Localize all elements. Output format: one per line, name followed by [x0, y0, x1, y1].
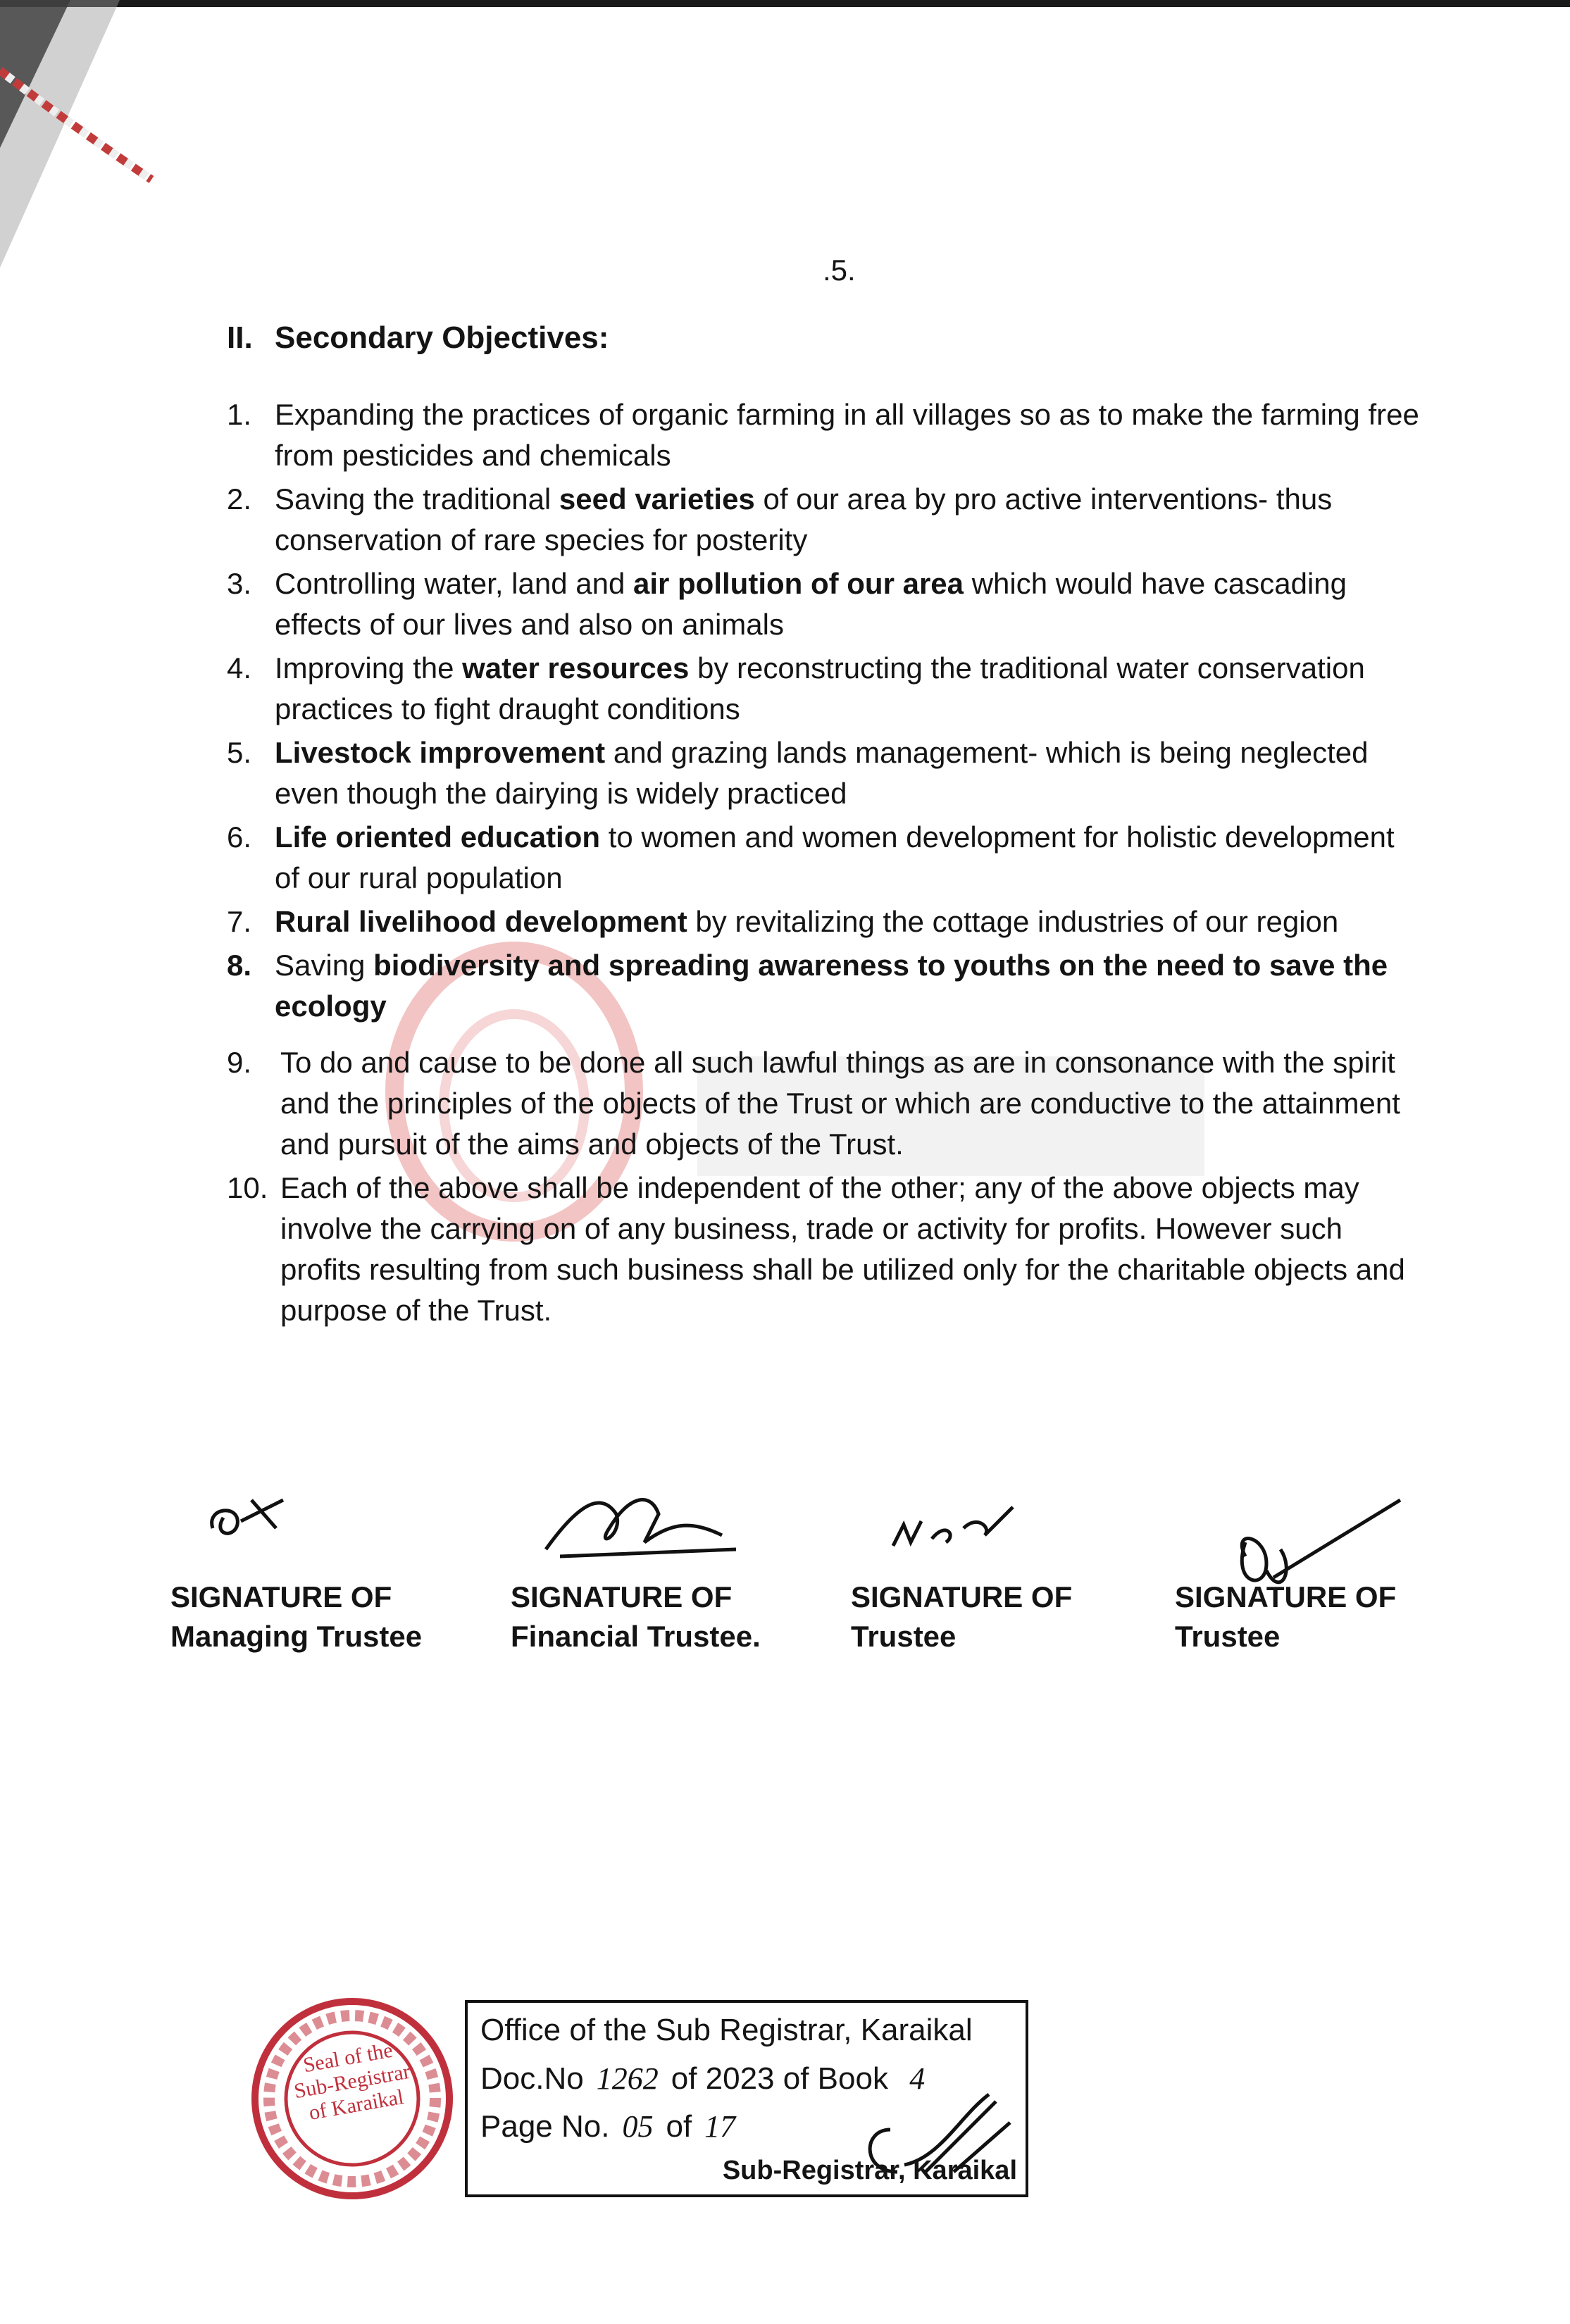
page-top-edge	[0, 0, 1570, 7]
registration-office: Office of the Sub Registrar, Karaikal	[480, 2013, 973, 2047]
section-numeral: II.	[227, 320, 253, 355]
signature-block-managing-trustee: SIGNATURE OF Managing Trustee	[170, 1578, 422, 1656]
signature-block-trustee-2: SIGNATURE OF Trustee	[1175, 1578, 1396, 1656]
objective-1: 1. Expanding the practices of organic farming in all villages so as to make the farming free from pesticides and chemicals	[227, 398, 1419, 472]
objective-9: 9. To do and cause to be done all such lawful things as are in consonance with the spirit and the principles of the objects of the Trust or which are conductive to the attainment and pursuit of the aims and objects of the Trust.	[227, 1046, 1400, 1161]
objective-7: 7. Rural livelihood development by revitalizing the cottage industries of our region	[227, 905, 1339, 938]
handwritten-signature-icon	[1203, 1486, 1414, 1613]
registration-page-line: Page No. 05 of 17	[480, 2109, 736, 2144]
binding-thread-decoration	[0, 0, 183, 296]
signature-block-trustee-1: SIGNATURE OF Trustee	[851, 1578, 1072, 1656]
objectives-list	[227, 394, 1424, 1334]
handwritten-signature-icon	[539, 1486, 750, 1563]
handwritten-signature-icon	[199, 1486, 325, 1549]
section-title: Secondary Objectives:	[275, 320, 609, 355]
page-number: .5.	[823, 254, 856, 287]
registration-book-number: 4	[909, 2061, 926, 2096]
registration-doc-line: Doc.No 1262 of 2023 of Book 4	[480, 2061, 926, 2096]
objective-6: 6. Life oriented education to women and women development for holistic development of our rural population	[227, 820, 1395, 894]
signature-block-financial-trustee: SIGNATURE OF Financial Trustee.	[511, 1578, 761, 1656]
objective-4: 4. Improving the water resources by reconstructing the traditional water conservation practices to fight draught conditions	[227, 651, 1365, 725]
objective-2: 2. Saving the traditional seed varieties of our area by pro active interventions- thus conservation of rare species for posterity	[227, 482, 1333, 556]
seal-text: Seal of the Sub-Registrar of Karaikal	[292, 2038, 412, 2125]
registration-doc-number: 1262	[596, 2061, 659, 2096]
registration-stamp	[465, 2000, 1028, 2197]
handwritten-signature-icon	[879, 1486, 1034, 1563]
section-heading	[227, 320, 609, 356]
objective-8: 8. Saving biodiversity and spreading awareness to youths on the need to save the ecology	[227, 949, 1388, 1023]
registration-page-number: 05	[622, 2109, 654, 2144]
registration-page-total: 17	[704, 2109, 736, 2144]
objective-3: 3. Controlling water, land and air pollution of our area which would have cascading effects of our lives and also on animals	[227, 567, 1347, 641]
objective-10: 10. Each of the above shall be independent of the other; any of the above objects may involve the carrying on of any business, trade or activity for profits. However such profits resulting from such business shall be utilized only for the charitable objects and purpose of the Trust.	[227, 1171, 1405, 1327]
registration-signer: Sub-Registrar, Karaikal	[722, 2156, 1017, 2185]
objective-5: 5. Livestock improvement and grazing lands management- which is being neglected even though the dairying is widely practiced	[227, 736, 1369, 810]
